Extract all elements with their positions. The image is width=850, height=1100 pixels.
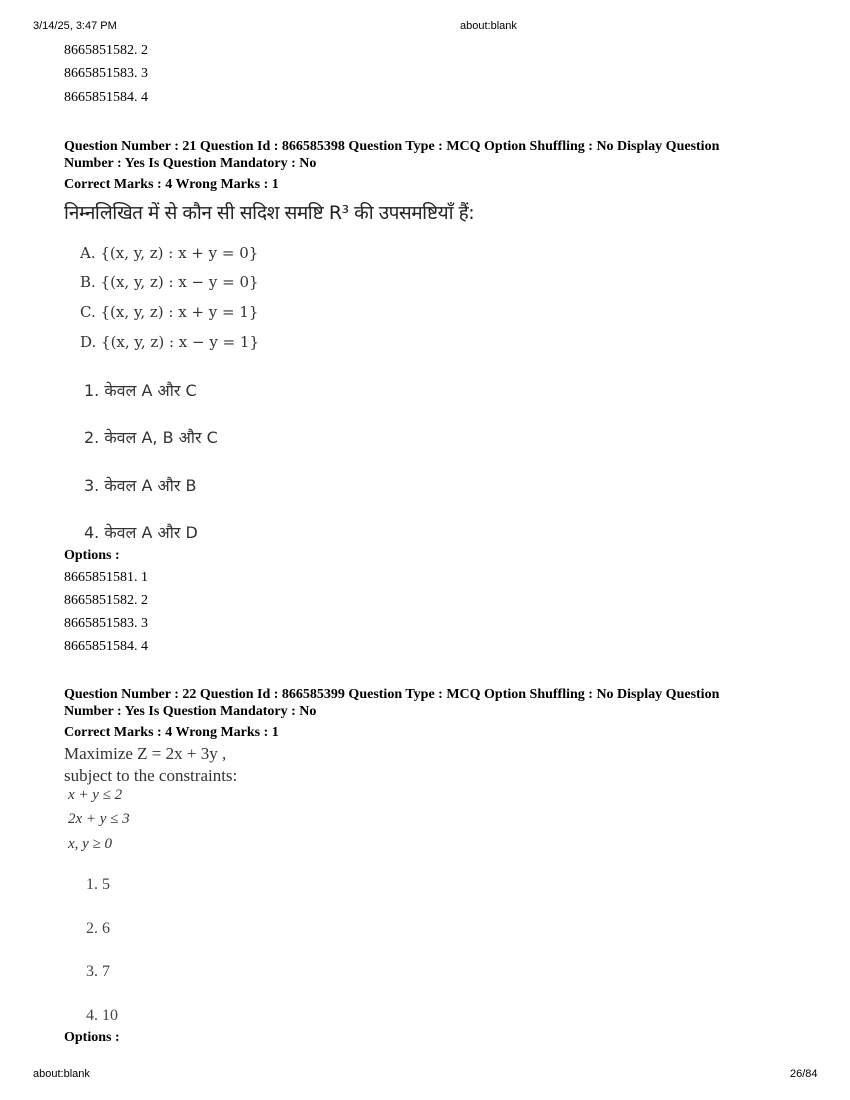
q21-statement-d: D. {(x, y, z) : x − y = 1}	[80, 333, 260, 351]
q22-subject: subject to the constraints:	[64, 766, 238, 785]
q22-header	[64, 686, 784, 720]
print-url: about:blank	[460, 20, 517, 32]
q22-choice-2: 2. 6	[86, 920, 110, 937]
q21-option-1: 8665851581. 1	[64, 570, 148, 585]
q22-objective: Maximize Z = 2x + 3y ,	[64, 744, 227, 763]
q21-marks: Correct Marks : 4 Wrong Marks : 1	[64, 177, 279, 192]
prev-option-2: 8665851582. 2	[64, 43, 148, 58]
q21-question-text: निम्नलिखित में से कौन सी सदिश समष्टि R³ की उपसमष्टियाँ हैं:	[64, 202, 475, 224]
q21-statement-a: A. {(x, y, z) : x + y = 0}	[80, 244, 259, 262]
q21-statement-c: C. {(x, y, z) : x + y = 1}	[80, 303, 259, 321]
q21-option-3: 8665851583. 3	[64, 616, 148, 631]
q21-header-line1: Question Number : 21 Question Id : 866585398 Question Type : MCQ Option Shuffling : No Display Question	[64, 139, 720, 154]
q22-choice-3: 3. 7	[86, 963, 110, 980]
q22-header-line2: Number : Yes Is Question Mandatory : No	[64, 704, 317, 719]
q22-constraint-2: 2x + y ≤ 3	[68, 811, 130, 827]
q22-constraint-3: x, y ≥ 0	[68, 836, 113, 852]
q22-constraint-1: x + y ≤ 2	[68, 787, 123, 803]
q21-choice-3: 3. केवल A और B	[84, 476, 197, 495]
q21-options-label: Options :	[64, 548, 120, 563]
q21-choice-4: 4. केवल A और D	[84, 523, 198, 542]
q21-option-4: 8665851584. 4	[64, 639, 148, 654]
footer-url: about:blank	[33, 1068, 90, 1080]
prev-option-4: 8665851584. 4	[64, 90, 148, 105]
q21-header-line2: Number : Yes Is Question Mandatory : No	[64, 156, 317, 171]
prev-option-3: 8665851583. 3	[64, 66, 148, 81]
q21-statement-b: B. {(x, y, z) : x − y = 0}	[80, 273, 259, 291]
page-number: 26/84	[790, 1068, 818, 1080]
q21-choice-1: 1. केवल A और C	[84, 381, 197, 400]
q22-options-label: Options :	[64, 1030, 120, 1045]
print-datetime: 3/14/25, 3:47 PM	[33, 20, 117, 32]
q22-choice-1: 1. 5	[86, 876, 110, 893]
q22-choice-4: 4. 10	[86, 1007, 118, 1024]
q21-header	[64, 138, 784, 172]
q22-marks: Correct Marks : 4 Wrong Marks : 1	[64, 725, 279, 740]
q21-choice-2: 2. केवल A, B और C	[84, 428, 218, 447]
q22-header-line1: Question Number : 22 Question Id : 866585399 Question Type : MCQ Option Shuffling : No Display Question	[64, 687, 720, 702]
q21-option-2: 8665851582. 2	[64, 593, 148, 608]
